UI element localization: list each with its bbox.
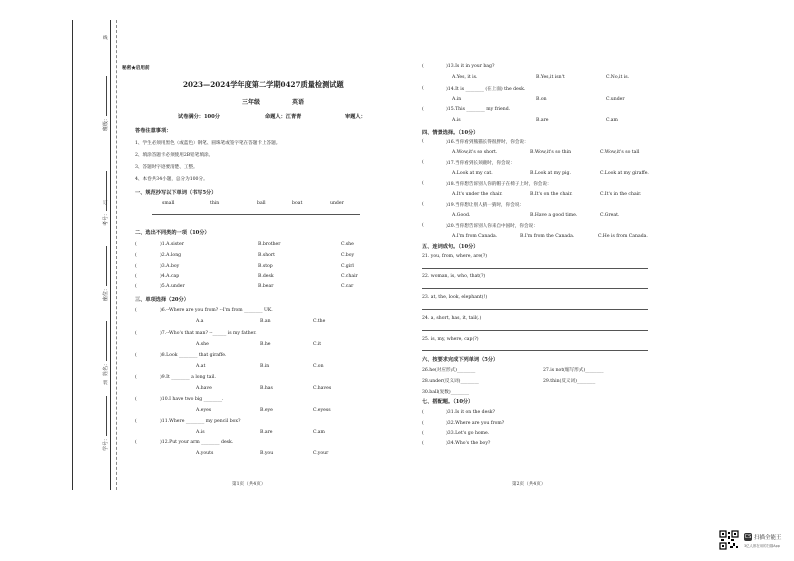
page-title: 2023—2024学年度第二学期0427质量检测试题	[183, 80, 344, 89]
meta-author: 命题人：江青青	[265, 114, 302, 120]
binding-label-student-no: 学号：	[102, 396, 109, 451]
s1-word-5: under	[330, 201, 344, 206]
s6-item-28[interactable]: 28.under(反义词)________	[422, 379, 479, 384]
list-item: 25. is, my, where, cap(?)	[422, 337, 479, 342]
s6-item-27[interactable]: 27.is not(缩写形式)________	[543, 368, 604, 373]
scanner-brand: 扫描全能王	[754, 535, 782, 541]
binding-label-exam-no: 考号：	[102, 171, 109, 226]
s1-writing-line[interactable]	[152, 214, 360, 215]
s6-heading: 六、按要求完成下列单词（5分）	[422, 357, 499, 363]
note-1: 1、学生必须用黑色（或蓝色）钢笔、圆珠笔或签字笔在答题卡上答题。	[135, 141, 281, 146]
list-item: 22. woman, is, who, that(?)	[422, 274, 486, 279]
answer-line[interactable]	[422, 330, 648, 331]
scanner-logo-icon: CS	[744, 534, 752, 540]
answer-line[interactable]	[422, 288, 648, 289]
s6-item-30[interactable]: 30.ball(复数)________	[422, 390, 470, 395]
s6-item-29[interactable]: 29.thin(反义词)________	[543, 379, 596, 384]
s1-word-2: thin	[210, 201, 220, 206]
qr-code-icon	[719, 530, 739, 550]
meta-score: 试卷满分：100分	[178, 114, 220, 120]
binding-label-class: 班级：	[102, 76, 109, 131]
s1-word-4: boat	[292, 201, 303, 206]
cut-mark-1: 线	[103, 36, 108, 41]
answer-line[interactable]	[422, 350, 648, 351]
s7-heading: 七、搭配题。（10分）	[422, 399, 474, 405]
answer-line[interactable]	[422, 268, 648, 269]
subject: 英语	[292, 99, 305, 106]
binding-label-seat: 座位：	[102, 246, 109, 301]
notes-heading: 答卷注意事项：	[135, 128, 172, 134]
s1-word-1: small	[162, 201, 175, 206]
s3-heading: 三、单项选择（20分）	[135, 297, 189, 303]
grade: 三年级	[242, 99, 261, 106]
s6-item-26[interactable]: 26.he(对应形式)________	[422, 368, 476, 373]
s4-heading: 四、情景选择。（10分）	[422, 130, 479, 136]
s5-heading: 五、连词成句。（10分）	[422, 244, 479, 250]
cut-mark-2: 订	[103, 201, 108, 206]
s2-heading: 二、选出不同类的一项（10分）	[135, 230, 210, 236]
list-item: 23. at, the, look, elephant(!)	[422, 295, 488, 300]
s1-word-3: ball	[257, 201, 266, 206]
scanner-tagline: 3亿人都在用的扫描App	[744, 544, 780, 548]
secret-label: 秘密★启用前	[122, 66, 150, 71]
note-2: 2、填涂答题卡必须使用2B铅笔填涂。	[135, 153, 214, 158]
list-item: 24. a, short, has, it, tail(.)	[422, 316, 482, 321]
note-3: 3、答题时字迹要清楚、工整。	[135, 165, 198, 170]
right-footer: 第2页（共4页）	[512, 482, 546, 487]
meta-reviewer: 审题人：	[345, 114, 366, 120]
s1-heading: 一、规范抄写以下单词（书写5分）	[135, 190, 217, 196]
note-4: 4、本卷共34小题，总分为100分。	[135, 177, 208, 182]
binding-label-name: 姓名：	[102, 321, 109, 376]
list-item: 21. you, from, where, are(?)	[422, 254, 488, 259]
cut-mark-3: 装	[103, 381, 108, 386]
answer-line[interactable]	[422, 309, 648, 310]
left-footer: 第1页（共4页）	[232, 482, 266, 487]
